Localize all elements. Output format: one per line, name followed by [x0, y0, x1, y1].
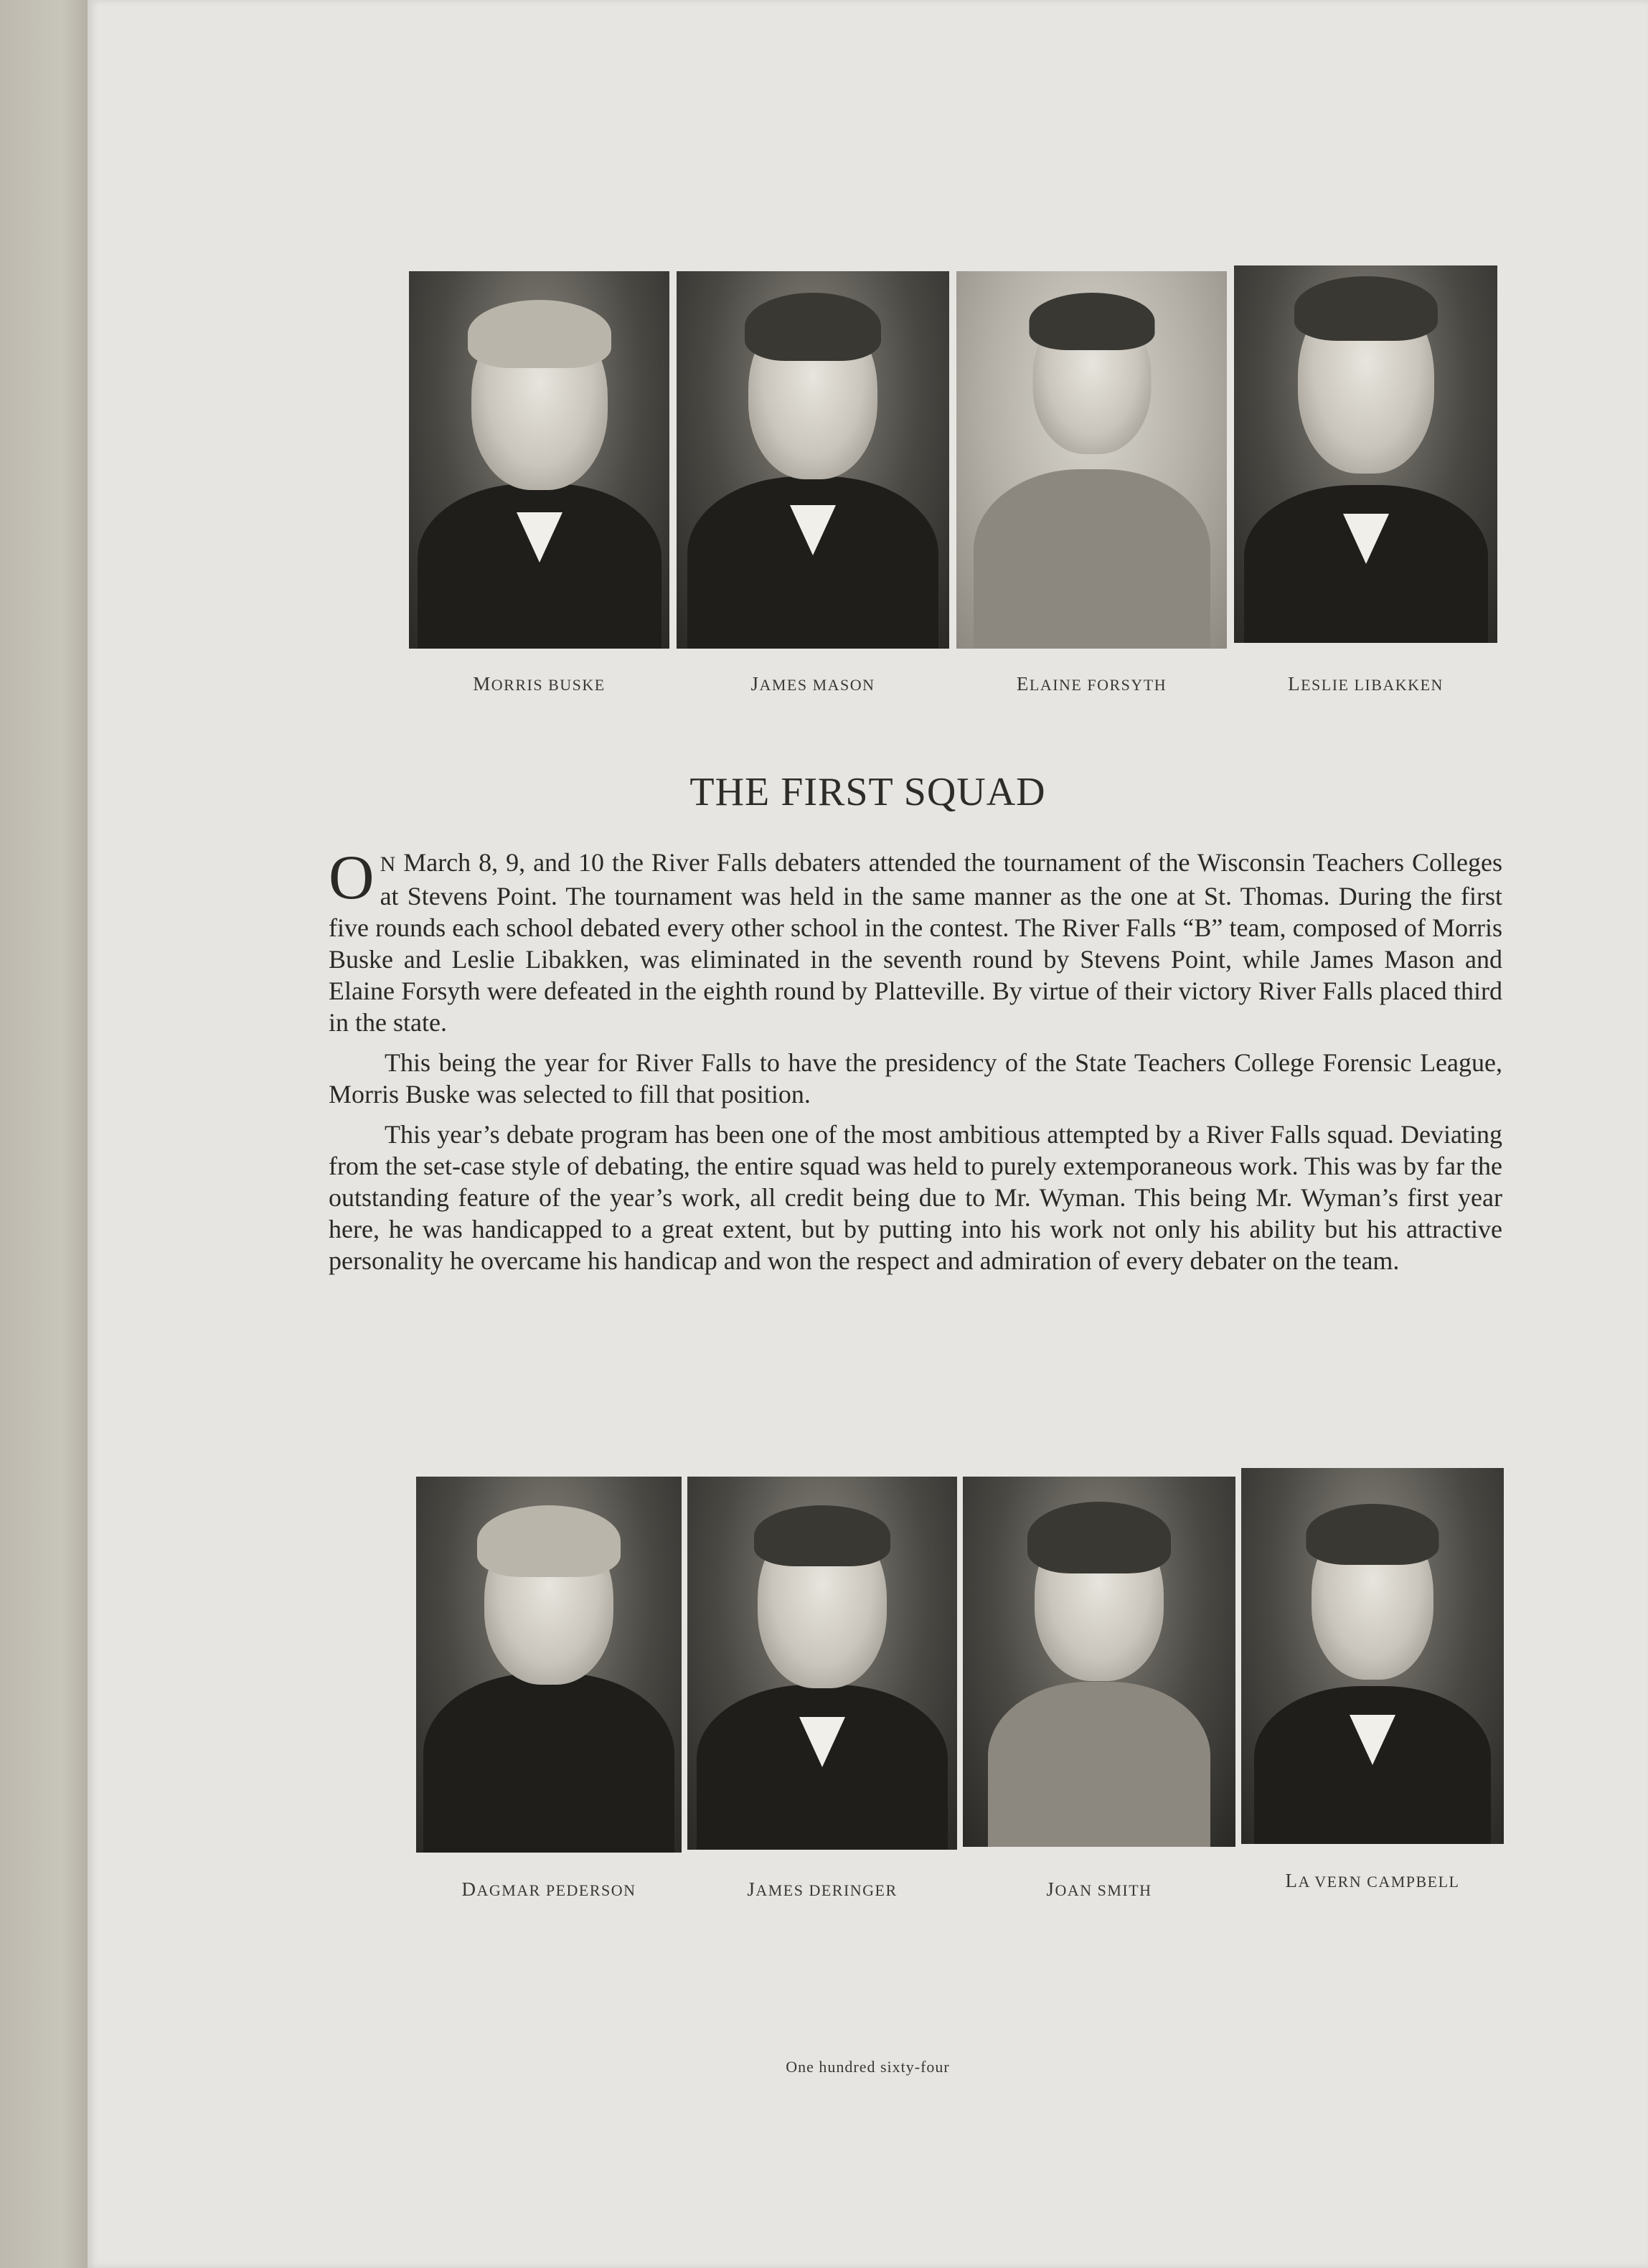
portrait-photo: [956, 271, 1227, 649]
portrait-caption: MORRIS BUSKE: [473, 673, 606, 695]
portrait-photo: [963, 1477, 1235, 1847]
bottom-photo-row: [416, 1477, 1504, 1900]
portrait-caption: ELAINE FORSYTH: [1016, 673, 1167, 695]
portrait-photo: [677, 271, 949, 649]
paragraph: This being the year for River Falls to have the presidency of the State Teachers College Forensic League, Morris Buske was selected to fill that position.: [329, 1048, 1502, 1109]
portrait-card: [409, 271, 669, 695]
article-body: [329, 843, 1502, 1285]
paragraph: This year’s debate program has been one of the most ambitious attempted by a River Falls squad. Deviating from the set-case style of debating, the entire squad was held to purely extemporaneous work. This was by far the outstanding feature of the year’s work, all credit being due to Mr. Wyman. This being Mr. Wyman’s first year here, he was handicapped to a great extent, but by putting into his work not only his ability but his attractive personality he overcame his handicap and won the respect and admiration of every debater on the team.: [329, 1120, 1502, 1275]
section-title: THE FIRST SQUAD: [689, 770, 1046, 814]
portrait-card: [963, 1477, 1235, 1900]
portrait-card: [1241, 1477, 1504, 1891]
portrait-card: [677, 271, 949, 695]
portrait-caption: JAMES DERINGER: [747, 1878, 898, 1900]
portrait-caption: JAMES MASON: [750, 673, 875, 695]
paragraph: [329, 843, 1502, 1038]
portrait-caption: JOAN SMITH: [1046, 1878, 1152, 1900]
portrait-card: [956, 271, 1227, 695]
page-number: One hundred sixty-four: [786, 2058, 950, 2076]
portrait-photo: [1234, 265, 1497, 643]
portrait-photo: [409, 271, 669, 649]
portrait-photo: [416, 1477, 682, 1853]
portrait-caption: LESLIE LIBAKKEN: [1288, 673, 1444, 695]
yearbook-page: [88, 0, 1648, 2268]
paragraph-text: March 8, 9, and 10 the River Falls debaters attended the tournament of the Wisconsin Teachers Colleges at Stevens Point. The tournament was held in the same manner as the one at St. Thomas. During the first five rounds each school debated every other school in the contest. The River Falls “B” team, composed of Morris Buske and Leslie Libakken, was eliminated in the seventh round by Stevens Point, while James Mason and Elaine Forsyth were defeated in the eighth round by Platteville. By virtue of their victory River Falls placed third in the state.: [329, 848, 1502, 1037]
portrait-photo: [687, 1477, 957, 1850]
portrait-card: [1234, 271, 1497, 695]
portrait-caption: LA VERN CAMPBELL: [1285, 1870, 1460, 1891]
drop-cap: O: [329, 843, 375, 913]
portrait-card: [416, 1477, 682, 1900]
portrait-caption: DAGMAR PEDERSON: [461, 1878, 636, 1900]
portrait-card: [687, 1477, 957, 1900]
book-spine-margin: [0, 0, 88, 2268]
top-photo-row: [409, 271, 1497, 695]
portrait-photo: [1241, 1468, 1504, 1844]
paragraph-lead: N: [380, 852, 396, 876]
